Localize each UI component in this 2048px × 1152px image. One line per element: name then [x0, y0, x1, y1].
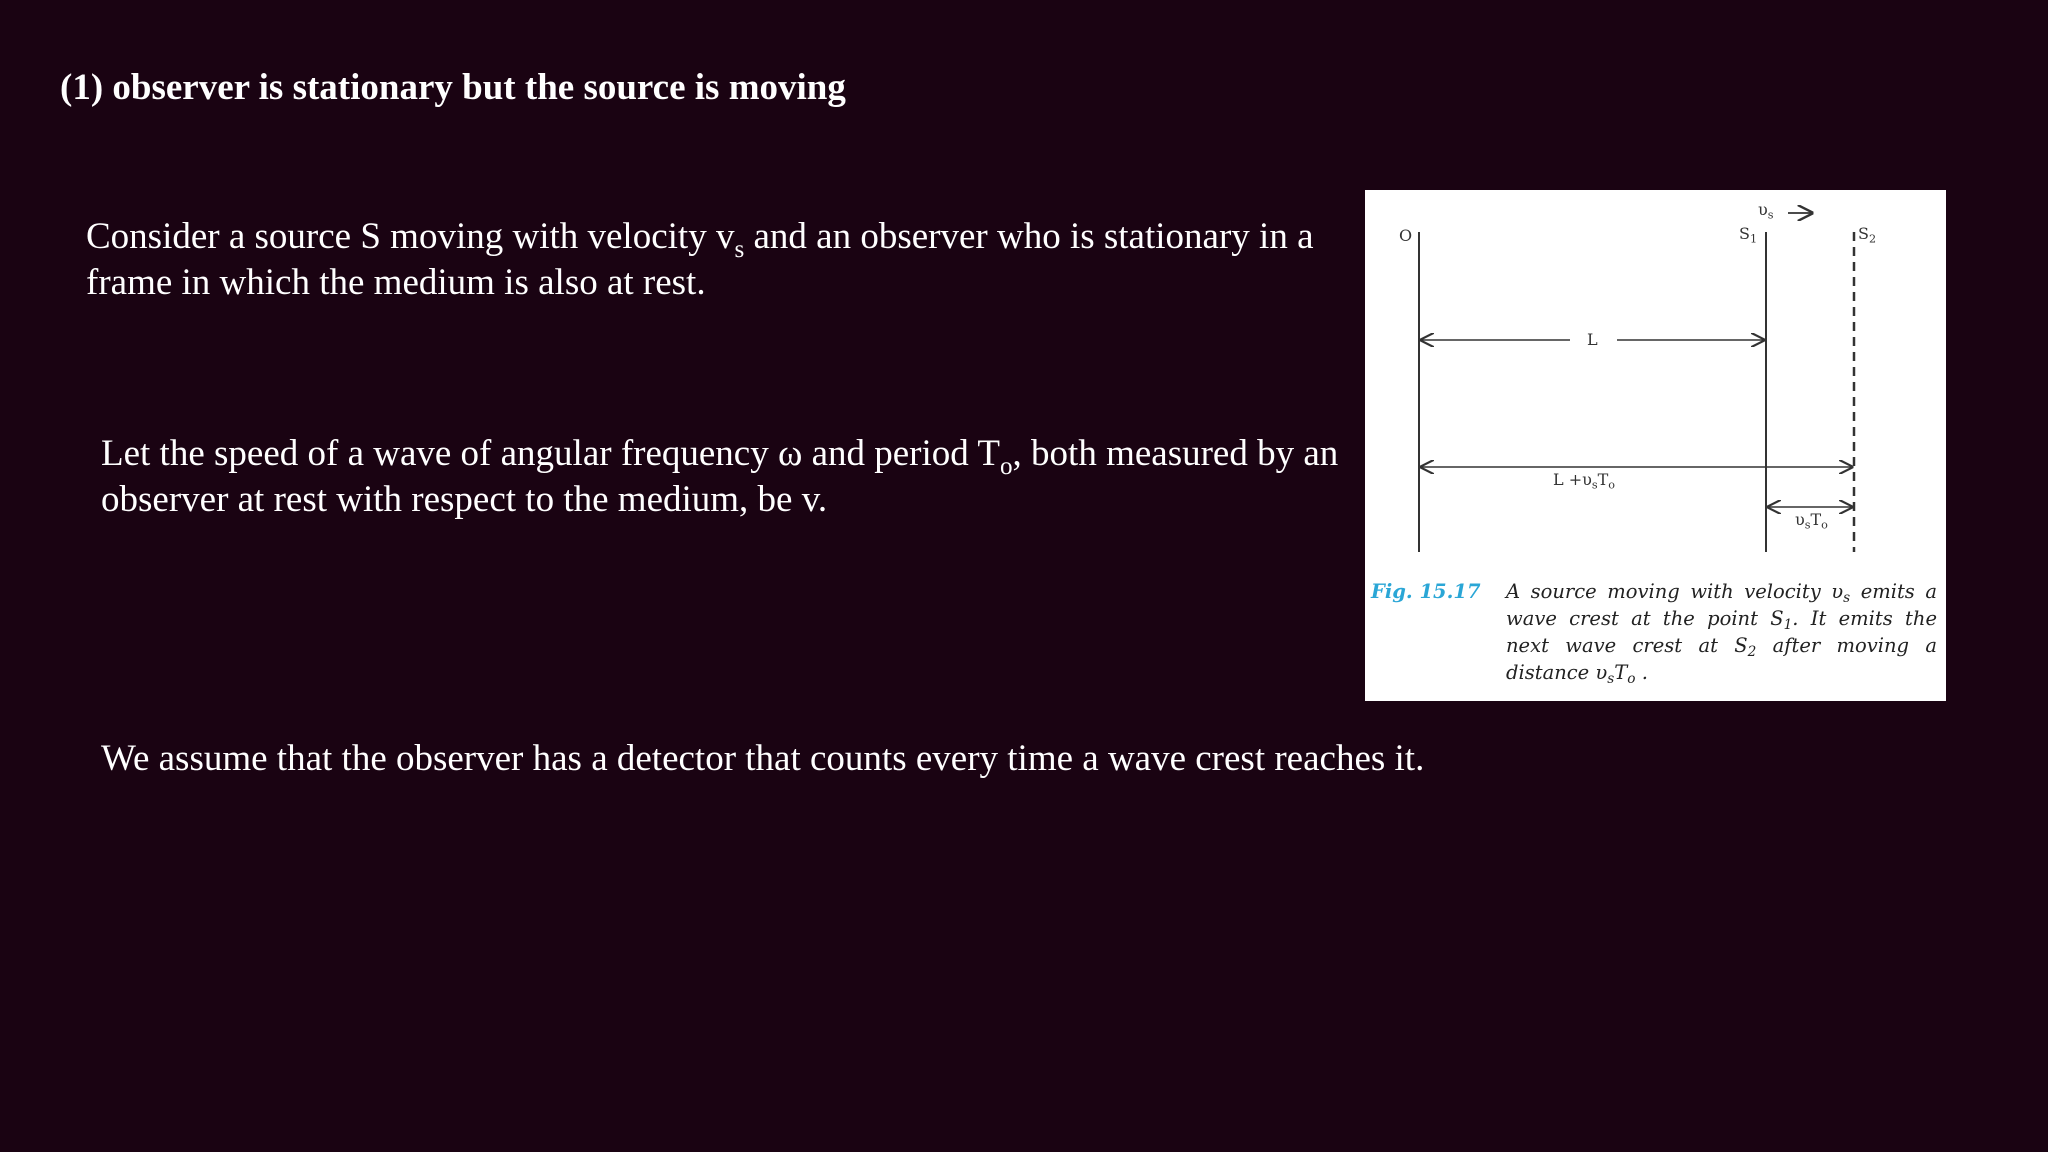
doppler-diagram: [1365, 190, 1946, 570]
l-plus-vsto-label: $L +\upsilon_sT_o$: [1553, 470, 1616, 492]
figure-number: Fig. 15.17: [1371, 580, 1481, 603]
paragraph-wave-speed: Let the speed of a wave of angular frequency ω and period $T_o$, both measured by an observer at rest with respect to the medium, be v.: [101, 433, 1339, 520]
figure-caption: [1371, 578, 1937, 686]
slide-title: (1) observer is stationary but the source is moving: [60, 67, 846, 108]
paragraph-source-moving: Consider a source S moving with velocity $v_s$ and an observer who is stationary in a frame in which the medium is also at rest.: [86, 216, 1314, 303]
l-label: L: [1587, 330, 1598, 349]
observer-label: O: [1399, 226, 1413, 245]
s1-label: $S_1$: [1739, 224, 1758, 246]
paragraph-detector-assumption: We assume that the observer has a detector that counts every time a wave crest reaches it.: [101, 738, 1425, 779]
velocity-label: $\upsilon_s$: [1758, 200, 1774, 222]
doppler-figure: [1365, 190, 1946, 701]
vsto-label: $\upsilon_sT_o$: [1795, 510, 1828, 532]
s2-label: $S_2$: [1858, 224, 1877, 246]
caption-text: A source moving with velocity $\upsilon_s$ emits a wave crest at the point $S_1$. It emits the next wave crest at $S_2$ after moving a distance $\upsilon_sT_o$ .: [1506, 580, 1937, 688]
